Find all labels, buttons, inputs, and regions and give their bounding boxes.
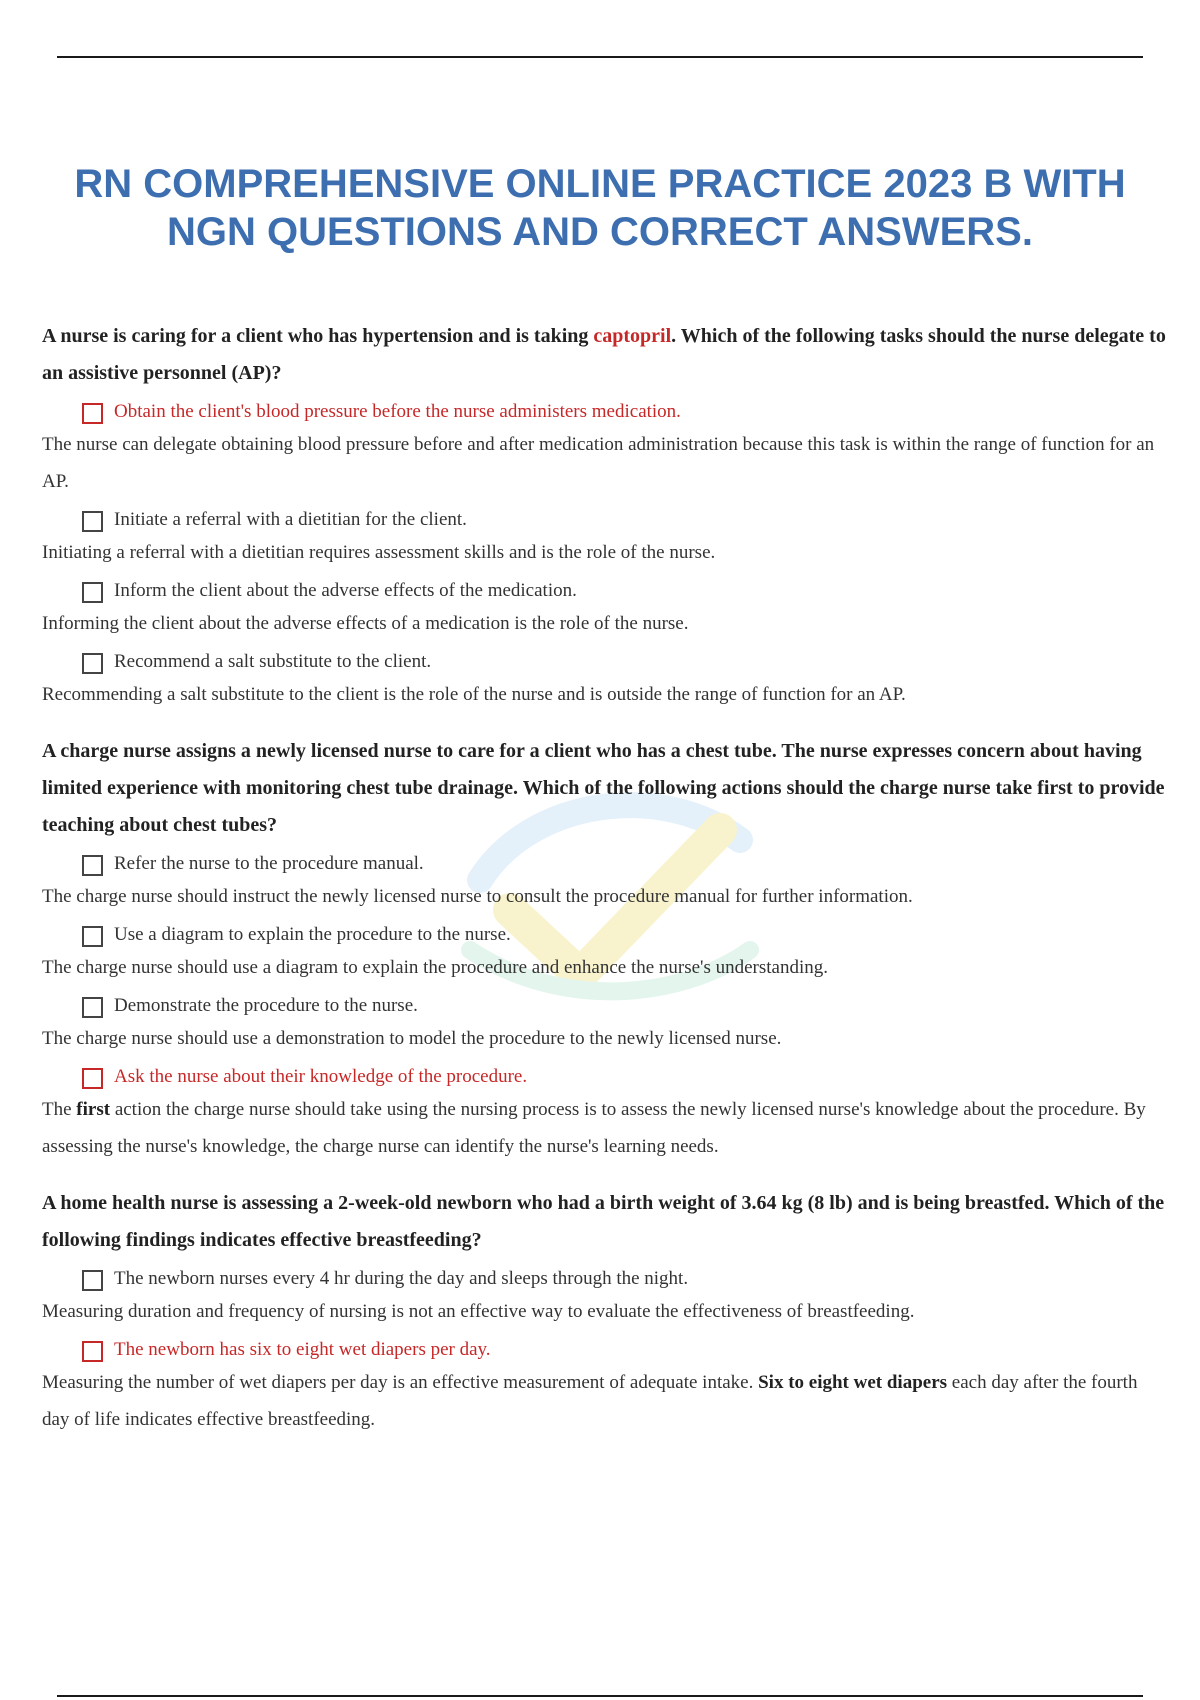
rationale-text: Informing the client about the adverse effects of a medication is the role of the nurse. — [42, 613, 689, 634]
drug-highlight: captopril — [593, 325, 672, 347]
title-line-1: RN COMPREHENSIVE ONLINE PRACTICE 2023 B WITH — [74, 162, 1126, 206]
answer-option[interactable]: Obtain the client's blood pressure before the nurse administers medication. — [42, 398, 1167, 426]
answer-option[interactable]: Inform the client about the adverse effects of the medication. — [42, 577, 1167, 605]
question-stem-2: A charge nurse assigns a newly licensed nurse to care for a client who has a chest tube. The nurse expresses concern about having limited experience with monitoring chest tube drainage. Which of the following actions should the charge nurse take first to provide teaching about chest tubes? — [42, 740, 1165, 836]
answer-option[interactable]: Demonstrate the procedure to the nurse. — [42, 992, 1167, 1020]
page-title — [0, 160, 1200, 256]
answer-option[interactable]: The newborn has six to eight wet diapers per day. — [42, 1336, 1167, 1364]
checkbox-icon[interactable] — [82, 403, 103, 424]
answer-option[interactable]: Recommend a salt substitute to the client. — [42, 648, 1167, 676]
rationale-text: Initiating a referral with a dietitian requires assessment skills and is the role of the nurse. — [42, 542, 716, 563]
answer-option[interactable]: Initiate a referral with a dietitian for the client. — [42, 506, 1167, 534]
checkbox-icon[interactable] — [82, 1270, 103, 1291]
rationale-text: Measuring duration and frequency of nursing is not an effective way to evaluate the effectiveness of breastfeeding. — [42, 1301, 915, 1322]
title-line-2: NGN QUESTIONS AND CORRECT ANSWERS. — [167, 210, 1033, 254]
answer-option[interactable]: The newborn nurses every 4 hr during the day and sleeps through the night. — [42, 1265, 1167, 1293]
checkbox-icon[interactable] — [82, 511, 103, 532]
checkbox-icon[interactable] — [82, 653, 103, 674]
answer-option[interactable]: Use a diagram to explain the procedure to the nurse. — [42, 921, 1167, 949]
checkbox-icon[interactable] — [82, 855, 103, 876]
question-stem-3: A home health nurse is assessing a 2-week-old newborn who had a birth weight of 3.64 kg (8 lb) and is being breastfed. Which of the following findings indicates effective breastfeeding? — [42, 1192, 1165, 1251]
rationale-text: Measuring the number of wet diapers per day is an effective measurement of adequate intake. Six to eight wet diapers each day after the fourth day of life indicates effective breastfeeding. — [42, 1372, 1138, 1430]
question-list — [42, 318, 1167, 1438]
rationale-text: The first action the charge nurse should take using the nursing process is to assess the newly licensed nurse's knowledge about the procedure. By assessing the nurse's knowledge, the charge nurse can identify the nurse's learning needs. — [42, 1099, 1146, 1157]
rationale-text: The charge nurse should use a diagram to explain the procedure and enhance the nurse's understanding. — [42, 957, 829, 978]
top-rule — [57, 56, 1143, 58]
bottom-rule — [57, 1695, 1143, 1697]
checkbox-icon[interactable] — [82, 926, 103, 947]
rationale-text: Recommending a salt substitute to the client is the role of the nurse and is outside the range of function for an AP. — [42, 684, 906, 705]
checkbox-icon[interactable] — [82, 1341, 103, 1362]
checkbox-icon[interactable] — [82, 582, 103, 603]
checkbox-icon[interactable] — [82, 1068, 103, 1089]
checkbox-icon[interactable] — [82, 997, 103, 1018]
rationale-text: The nurse can delegate obtaining blood pressure before and after medication administration because this task is within the range of function for an AP. — [42, 434, 1155, 492]
question-stem-1: A nurse is caring for a client who has hypertension and is taking captopril. Which of the following tasks should the nurse delegate to an assistive personnel (AP)? — [42, 325, 1166, 384]
answer-option[interactable]: Ask the nurse about their knowledge of the procedure. — [42, 1063, 1167, 1091]
rationale-text: The charge nurse should instruct the newly licensed nurse to consult the procedure manual for further information. — [42, 886, 913, 907]
rationale-text: The charge nurse should use a demonstration to model the procedure to the newly licensed nurse. — [42, 1028, 782, 1049]
answer-option[interactable]: Refer the nurse to the procedure manual. — [42, 850, 1167, 878]
